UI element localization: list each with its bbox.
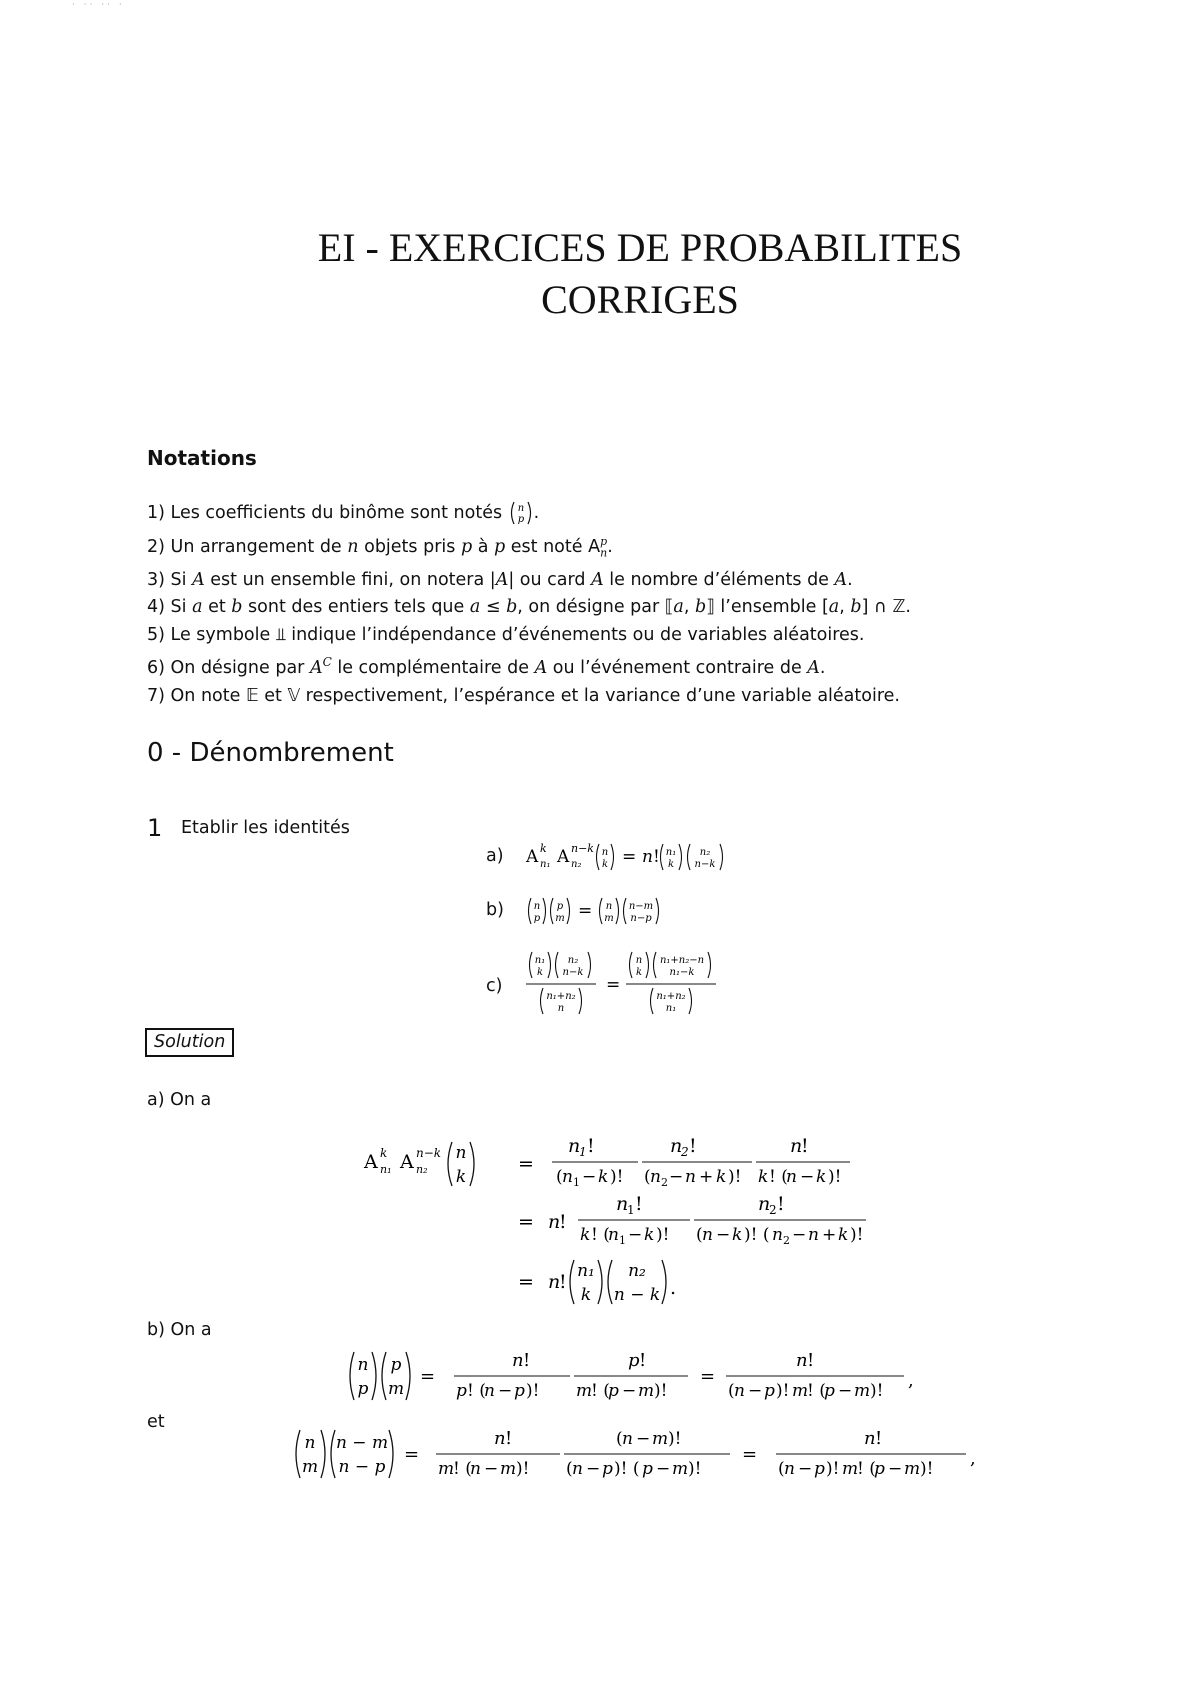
notation-item-7: 7) On note 𝔼 et 𝕍 respectivement, l’espérance et la variance d’une variable aléatoire.: [147, 685, 900, 706]
svg-text:)!: )!: [776, 1381, 790, 1401]
svg-text:k: k: [380, 1146, 388, 1160]
svg-text:k: k: [580, 1225, 591, 1245]
svg-text:n: n: [517, 503, 524, 514]
svg-text:! (: ! (: [467, 1381, 486, 1401]
svg-text:m: m: [604, 913, 614, 924]
svg-text:k: k: [716, 1167, 727, 1187]
svg-text:,: ,: [908, 1370, 914, 1391]
identity-b-label: b): [486, 900, 504, 920]
svg-text:n: n: [772, 1225, 783, 1245]
page-corner-mark: · ·· ·· ·: [72, 0, 125, 10]
svg-text:=: =: [700, 1366, 716, 1387]
svg-text:n: n: [601, 847, 609, 858]
notation-item-4: 4) Si a et b sont des entiers tels que a ≤ b, on désigne par ⟦a, b⟧ l’ensemble [a, b] ∩ ℤ.: [147, 597, 911, 618]
svg-text:n: n: [494, 1428, 506, 1449]
svg-text:+: +: [699, 1167, 714, 1187]
svg-text:m: m: [842, 1459, 859, 1479]
title-line-2: CORRIGES: [541, 277, 739, 322]
svg-text:A: A: [364, 1151, 378, 1173]
svg-text:(: (: [778, 1459, 785, 1479]
svg-text:n₁+n₂−n: n₁+n₂−n: [659, 955, 705, 966]
identity-c-formula: [524, 948, 804, 1024]
svg-text:A: A: [526, 847, 539, 867]
svg-text:)! (: )! (: [744, 1225, 770, 1245]
svg-text:p: p: [514, 1381, 525, 1401]
svg-text:n₁: n₁: [534, 955, 546, 966]
svg-text:n: n: [548, 1271, 561, 1293]
svg-text:)!: )!: [850, 1225, 864, 1245]
svg-text:!: !: [653, 847, 660, 867]
solution-a-derivation: [360, 1124, 920, 1314]
svg-text:n−k: n−k: [416, 1146, 442, 1160]
svg-text:1: 1: [573, 1176, 580, 1189]
svg-text:n: n: [548, 1211, 561, 1233]
svg-text:−: −: [628, 1225, 643, 1245]
svg-text:.: .: [670, 1277, 677, 1299]
notation-item-1: 1) Les coefficients du binôme sont notés n p .: [147, 500, 911, 528]
svg-text:n₁: n₁: [577, 1261, 595, 1281]
svg-text:n: n: [304, 1433, 316, 1453]
svg-text:!: !: [807, 1350, 815, 1371]
notation-item-2: 2) Un arrangement de n objets pris p à p est noté $A_n^p$.: [147, 534, 613, 559]
svg-text:n−m: n−m: [628, 901, 654, 912]
svg-text:! (: ! (: [453, 1459, 472, 1479]
svg-text:n: n: [568, 1135, 581, 1157]
svg-text:n: n: [702, 1225, 713, 1245]
svg-text:)!: )!: [826, 1459, 840, 1479]
solution-b-et: et: [147, 1412, 165, 1432]
svg-text:!: !: [635, 1193, 643, 1215]
svg-text:2: 2: [783, 1234, 790, 1247]
svg-text:!: !: [559, 1271, 567, 1293]
svg-text:−: −: [669, 1167, 684, 1187]
svg-text:m: m: [672, 1459, 689, 1479]
svg-text:n₁+n₂: n₁+n₂: [656, 991, 686, 1002]
svg-text:m: m: [792, 1381, 809, 1401]
svg-text:n−p: n−p: [630, 913, 652, 924]
svg-text:(: (: [616, 1429, 623, 1449]
svg-text:n − p: n − p: [338, 1457, 386, 1477]
solution-b-intro: b) On a: [147, 1320, 212, 1340]
identity-c-label: c): [486, 976, 503, 996]
svg-text:k: k: [540, 842, 547, 855]
svg-text:=: =: [578, 901, 593, 921]
svg-text:k: k: [732, 1225, 743, 1245]
svg-text:!: !: [505, 1428, 513, 1449]
svg-text:n: n: [484, 1381, 495, 1401]
svg-text:n₂: n₂: [699, 847, 711, 858]
svg-text:=: =: [404, 1444, 420, 1465]
svg-text:p: p: [556, 901, 564, 912]
svg-text:p: p: [874, 1459, 885, 1479]
svg-text:−: −: [484, 1459, 499, 1479]
svg-text:!: !: [689, 1135, 697, 1157]
svg-text:=: =: [518, 1153, 534, 1175]
svg-text:p: p: [628, 1350, 640, 1371]
svg-text:1: 1: [619, 1234, 626, 1247]
svg-text:−: −: [586, 1459, 601, 1479]
svg-text:! (: ! (: [591, 1225, 610, 1245]
svg-text:(: (: [566, 1459, 573, 1479]
svg-text:n: n: [512, 1350, 524, 1371]
svg-text:−: −: [800, 1167, 815, 1187]
svg-text:!: !: [639, 1350, 647, 1371]
svg-text:,: ,: [970, 1448, 976, 1469]
title-line-1: EI - EXERCICES DE PROBABILITES: [317, 225, 963, 270]
svg-text:n: n: [608, 1225, 619, 1245]
svg-text:!: !: [777, 1193, 785, 1215]
svg-text:n: n: [685, 1167, 696, 1187]
svg-text:k: k: [601, 859, 609, 870]
svg-text:! (: ! (: [807, 1381, 826, 1401]
svg-text:! (: ! (: [591, 1381, 610, 1401]
identity-a-label: a): [486, 846, 504, 866]
svg-text:)!: )!: [828, 1167, 842, 1187]
notation-item-5: 5) Le symbole ⫫ indique l’indépendance d’événements ou de variables aléatoires.: [147, 624, 865, 645]
svg-text:n: n: [635, 955, 643, 966]
svg-text:)!: )!: [668, 1429, 682, 1449]
notations-heading: Notations: [147, 446, 257, 470]
svg-text:−: −: [716, 1225, 731, 1245]
svg-text:−: −: [582, 1167, 597, 1187]
svg-text:n: n: [758, 1193, 771, 1215]
svg-text:m: m: [652, 1429, 669, 1449]
svg-text:k: k: [536, 967, 544, 978]
svg-text:n₁: n₁: [540, 859, 551, 870]
svg-text:m: m: [576, 1381, 593, 1401]
svg-text:k: k: [816, 1167, 827, 1187]
notation-item-6: 6) On désigne par $A^C$ le complémentaire de A ou l’événement contraire de A.: [147, 655, 826, 679]
svg-text:p: p: [602, 1459, 613, 1479]
svg-text:n−k: n−k: [562, 967, 584, 978]
solution-label: Solution: [145, 1028, 234, 1057]
svg-text:m: m: [438, 1459, 455, 1479]
svg-text:−: −: [748, 1381, 763, 1401]
svg-text:)!: )!: [526, 1381, 540, 1401]
svg-text:n−k: n−k: [694, 859, 716, 870]
svg-text:p: p: [764, 1381, 775, 1401]
svg-text:A: A: [400, 1151, 414, 1173]
svg-text:m: m: [555, 913, 565, 924]
svg-text:n − k: n − k: [613, 1285, 661, 1305]
notation-item-3: 3) Si A est un ensemble fini, on notera |A| ou card A le nombre d’éléments de A.: [147, 569, 853, 590]
svg-text:2: 2: [661, 1176, 668, 1189]
svg-text:p: p: [390, 1355, 402, 1375]
section-title: 0 - Dénombrement: [147, 738, 394, 768]
svg-text:! (: ! (: [769, 1167, 788, 1187]
svg-text:!: !: [523, 1350, 531, 1371]
svg-text:m: m: [387, 1379, 405, 1399]
svg-text:n: n: [642, 847, 653, 867]
binom-n-p-symbol: [508, 500, 534, 526]
svg-text:1: 1: [579, 1145, 587, 1159]
identity-a-formula: [524, 836, 804, 876]
svg-text:n₁: n₁: [380, 1163, 392, 1176]
solution-b-equation-2: [290, 1424, 1010, 1490]
svg-text:n: n: [784, 1459, 795, 1479]
svg-text:!: !: [875, 1428, 883, 1449]
svg-text:p: p: [456, 1381, 467, 1401]
solution-b-equation-1: [344, 1346, 944, 1412]
svg-text:k: k: [455, 1167, 467, 1187]
svg-text:)!: )!: [656, 1225, 670, 1245]
svg-text:(: (: [644, 1167, 651, 1187]
svg-text:k: k: [635, 967, 643, 978]
svg-text:n: n: [616, 1193, 629, 1215]
svg-text:1: 1: [627, 1203, 635, 1217]
exercise-number: 1: [147, 814, 163, 842]
svg-text:n: n: [572, 1459, 583, 1479]
svg-text:n: n: [533, 901, 541, 912]
notations-list: [147, 500, 911, 710]
svg-text:k: k: [667, 859, 675, 870]
svg-text:)!: )!: [654, 1381, 668, 1401]
svg-text:n: n: [734, 1381, 745, 1401]
svg-text:n₂: n₂: [628, 1261, 646, 1281]
svg-text:p: p: [357, 1379, 369, 1399]
svg-text:)!: )!: [688, 1459, 702, 1479]
svg-text:n: n: [605, 901, 613, 912]
svg-text:(: (: [728, 1381, 735, 1401]
svg-text:=: =: [420, 1366, 436, 1387]
svg-text:n: n: [470, 1459, 481, 1479]
svg-text:2: 2: [681, 1145, 689, 1159]
svg-text:n − m: n − m: [335, 1433, 389, 1453]
solution-a-intro: a) On a: [147, 1090, 212, 1110]
svg-text:=: =: [518, 1271, 534, 1293]
svg-text:n: n: [796, 1350, 808, 1371]
svg-text:m: m: [500, 1459, 517, 1479]
svg-text:−: −: [498, 1381, 513, 1401]
svg-text:n−k: n−k: [571, 842, 594, 855]
exercise-statement: Etablir les identités: [181, 818, 350, 838]
svg-text:p: p: [824, 1381, 835, 1401]
svg-text:)!: )!: [920, 1459, 934, 1479]
svg-text:n: n: [622, 1429, 633, 1449]
svg-text:=: =: [518, 1211, 534, 1233]
svg-text:A: A: [557, 847, 570, 867]
svg-text:)!: )!: [610, 1167, 624, 1187]
svg-text:=: =: [742, 1444, 758, 1465]
svg-text:!: !: [559, 1211, 567, 1233]
svg-text:n₂: n₂: [416, 1163, 428, 1176]
identity-b-formula: [524, 890, 744, 930]
svg-text:k: k: [644, 1225, 655, 1245]
svg-text:n₁−k: n₁−k: [669, 967, 695, 978]
svg-text:(: (: [556, 1167, 563, 1187]
svg-text:−: −: [636, 1429, 651, 1449]
svg-text:n₁: n₁: [665, 847, 677, 858]
svg-text:n: n: [670, 1135, 683, 1157]
svg-text:=: =: [622, 847, 637, 867]
svg-text:n₂: n₂: [567, 955, 579, 966]
svg-text:n: n: [357, 1355, 369, 1375]
svg-text:n: n: [808, 1225, 819, 1245]
svg-text:)! (: )! (: [614, 1459, 640, 1479]
svg-text:p: p: [814, 1459, 825, 1479]
svg-text:)!: )!: [870, 1381, 884, 1401]
svg-text:=: =: [606, 975, 621, 995]
svg-text:!: !: [801, 1135, 809, 1157]
svg-text:p: p: [533, 913, 541, 924]
svg-text:k: k: [580, 1285, 592, 1305]
svg-text:p: p: [608, 1381, 619, 1401]
svg-text:−: −: [656, 1459, 671, 1479]
svg-text:n: n: [455, 1143, 467, 1163]
svg-text:−: −: [798, 1459, 813, 1479]
svg-text:m: m: [301, 1457, 319, 1477]
svg-text:k: k: [758, 1167, 769, 1187]
svg-text:m: m: [854, 1381, 871, 1401]
svg-text:k: k: [598, 1167, 609, 1187]
svg-text:n: n: [650, 1167, 661, 1187]
svg-text:n: n: [864, 1428, 876, 1449]
svg-text:+: +: [822, 1225, 837, 1245]
svg-text:(: (: [696, 1225, 703, 1245]
svg-text:−: −: [838, 1381, 853, 1401]
svg-text:n: n: [786, 1167, 797, 1187]
svg-text:)!: )!: [728, 1167, 742, 1187]
svg-text:n₁: n₁: [665, 1003, 677, 1014]
svg-text:!: !: [587, 1135, 595, 1157]
svg-text:p: p: [642, 1459, 653, 1479]
page-title: [0, 222, 1200, 326]
svg-text:−: −: [888, 1459, 903, 1479]
svg-text:)!: )!: [516, 1459, 530, 1479]
svg-text:n: n: [562, 1167, 573, 1187]
svg-text:−: −: [622, 1381, 637, 1401]
svg-text:n₂: n₂: [571, 859, 582, 870]
svg-text:2: 2: [769, 1203, 777, 1217]
svg-text:m: m: [638, 1381, 655, 1401]
svg-text:−: −: [792, 1225, 807, 1245]
svg-text:n: n: [557, 1003, 565, 1014]
svg-text:! (: ! (: [857, 1459, 876, 1479]
svg-text:n₁+n₂: n₁+n₂: [546, 991, 576, 1002]
svg-text:p: p: [517, 514, 524, 525]
svg-text:n: n: [790, 1135, 803, 1157]
svg-text:k: k: [838, 1225, 849, 1245]
svg-text:m: m: [904, 1459, 921, 1479]
